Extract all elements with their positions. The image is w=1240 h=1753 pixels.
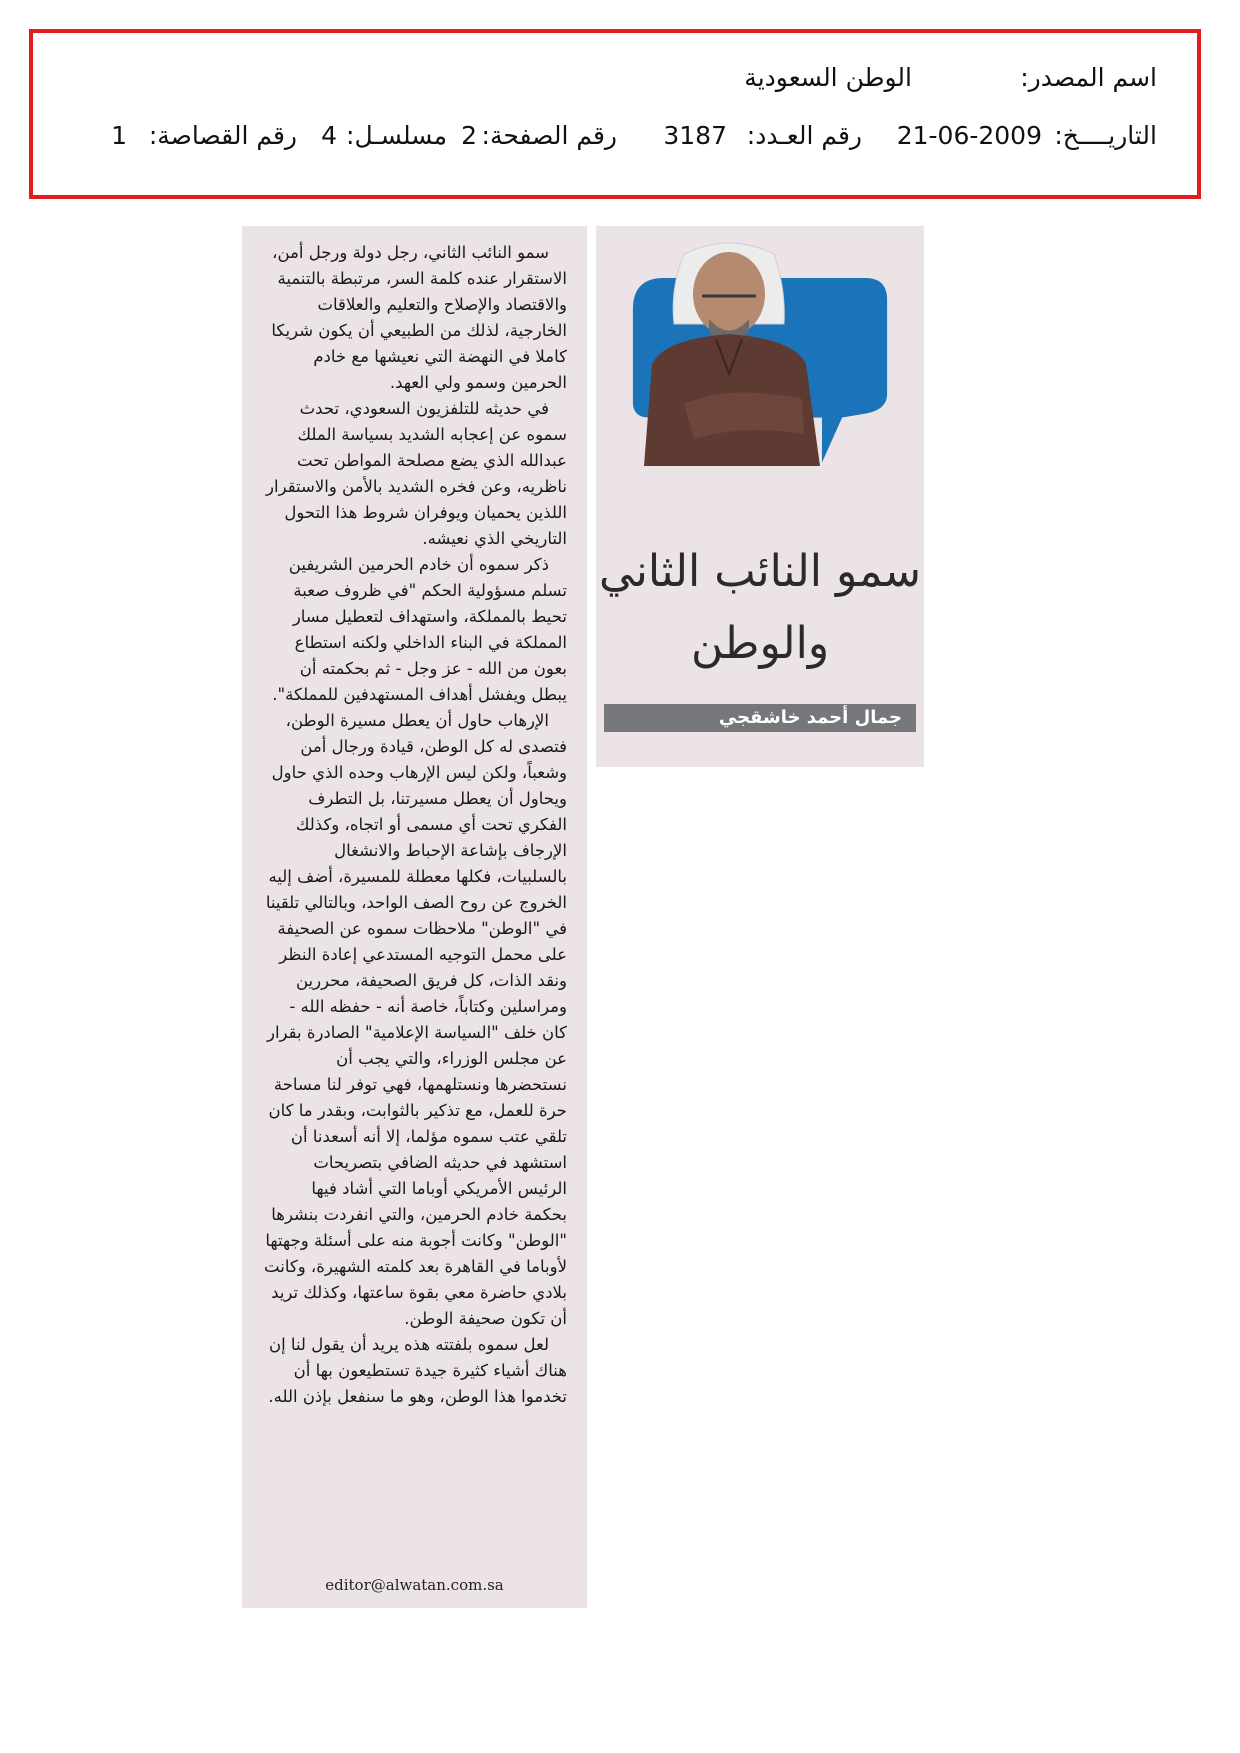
serial-value: 4 bbox=[321, 121, 337, 150]
article-column bbox=[242, 226, 587, 1608]
headline-line-1: سمو النائب الثاني bbox=[598, 546, 921, 597]
source-value: الوطن السعودية bbox=[744, 63, 912, 92]
article-paragraph: سمو النائب الثاني، رجل دولة ورجل أمن، الاستقرار عنده كلمة السر، مرتبطة بالتنمية والاقتصاد والإصلاح والتعليم والعلاقات الخارجية، لذلك من الطبيعي أن يكون شريكا كاملا في النهضة التي نعيشها مع خادم الحرمين وسمو ولي العهد. bbox=[271, 243, 567, 392]
article-headline bbox=[596, 536, 924, 680]
author-byline: جمال أحمد خاشقجي bbox=[604, 704, 916, 732]
issue-value: 3187 bbox=[663, 121, 727, 150]
date-label: التاريــــخ: bbox=[1054, 121, 1157, 150]
clipping-label: رقم القصاصة: bbox=[148, 121, 297, 150]
date-value: 21-06-2009 bbox=[896, 121, 1042, 150]
source-label: اسم المصدر: bbox=[1020, 63, 1157, 92]
author-photo bbox=[624, 234, 834, 466]
author-email: editor@alwatan.com.sa bbox=[325, 1576, 504, 1594]
serial-label: مسلسـل: bbox=[346, 121, 447, 150]
headline-line-2: والوطن bbox=[690, 618, 830, 669]
article-body bbox=[264, 240, 567, 1410]
article-paragraph: لعل سموه بلفتته هذه يريد أن يقول لنا إن هناك أشياء كثيرة جيدة تستطيعون بها أن تخدموا هذا الوطن، وهو ما سنفعل بإذن الله. bbox=[268, 1335, 567, 1406]
issue-label: رقم العـدد: bbox=[746, 121, 862, 150]
article-paragraph: في حديثه للتلفزيون السعودي، تحدث سموه عن إعجابه الشديد بسياسة الملك عبدالله الذي يضع مصلحة المواطن تحت ناظريه، وعن فخره الشديد بالأمن والاستقرار اللذين يحميان ويوفران شروط هذا التحول التاريخي الذي نعيشه. bbox=[266, 399, 567, 548]
headline-panel bbox=[596, 226, 924, 767]
source-info-box bbox=[29, 29, 1201, 199]
page-label: رقم الصفحة: bbox=[481, 121, 617, 150]
clipping-value: 1 bbox=[111, 121, 127, 150]
article-paragraph: الإرهاب حاول أن يعطل مسيرة الوطن، فتصدى له كل الوطن، قيادة ورجال أمن وشعباً، ولكن ليس الإرهاب وحده الذي حاول ويحاول أن يعطل مسيرتنا، بل التطرف الفكري تحت أي مسمى أو اتجاه، وكذلك الإرجاف بإشاعة الإحباط والانشغال بالسلبيات، فكلها معطلة للمسيرة، أضف إليه الخروج عن روح الصف الواحد، وبالتالي تلقينا في "الوطن" ملاحظات سموه عن الصحيفة على محمل التوجيه المستدعي إعادة النظر ونقد الذات، كل فريق الصحيفة، محررين ومراسلين وكتاباً، خاصة أنه - حفظه الله - كان خلف "السياسة الإعلامية" الصادرة بقرار عن مجلس الوزراء، والتي يجب أن نستحضرها ونستلهمها، فهي توفر لنا مساحة حرة للعمل، مع تذكير بالثوابت، وبقدر ما كان تلقي عتب سموه مؤلما، إلا أنه أسعدنا أن استشهد في حديثه الضافي بتصريحات الرئيس الأمريكي أوباما التي أشاد فيها بحكمة خادم الحرمين، والتي انفردت بنشرها "الوطن" وكانت أجوبة منه على أسئلة وجهتها لأوباما في القاهرة بعد كلمته الشهيرة، وكانت بلادي حاضرة معي بقوة ساعتها، وكذلك تريد أن تكون صحيفة الوطن. bbox=[264, 711, 567, 1328]
page-value: 2 bbox=[461, 121, 477, 150]
article-paragraph: ذكر سموه أن خادم الحرمين الشريفين تسلم مسؤولية الحكم "في ظروف صعبة تحيط بالمملكة، واستهداف لتعطيل مسار المملكة في البناء الداخلي ولكنه استطاع بعون من الله - عز وجل - ثم بحكمته أن يبطل ويفشل أهداف المستهدفين للمملكة". bbox=[272, 555, 567, 704]
